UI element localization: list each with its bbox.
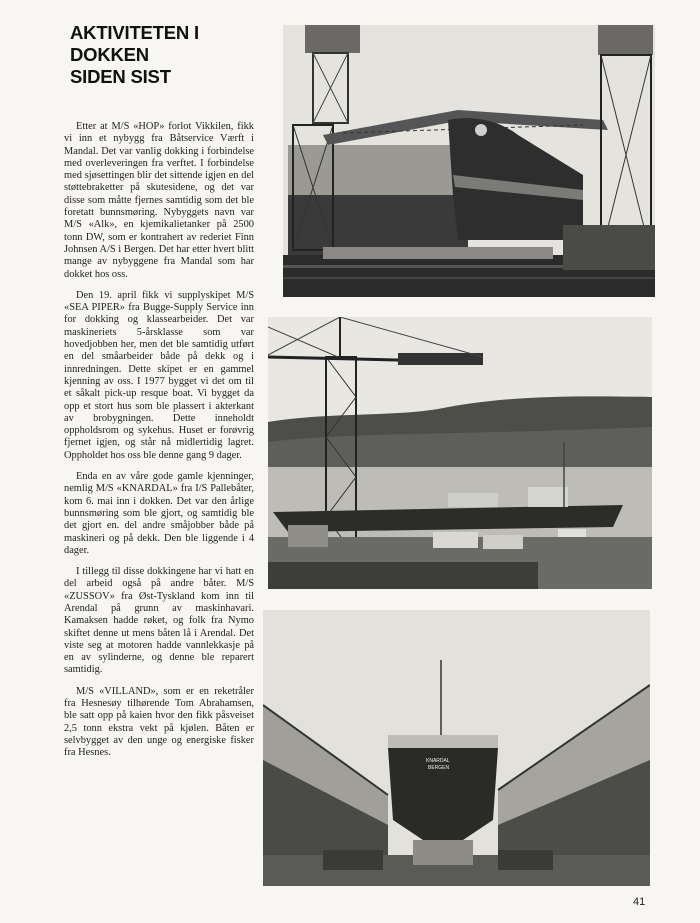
title-line-3: SIDEN SIST	[70, 66, 171, 87]
photo-floating-dock	[283, 25, 655, 297]
hull-port-text: BERGEN	[428, 765, 450, 771]
paragraph-5: M/S «VILLAND», som er en reketråler fra Hesnesøy tilhørende Tom Abrahamsen, ble satt opp på kaien hvor den fikk påsveiset 2,5 tonn ekstra vekt på kjølen. Båten er selvbygget av den unge og energiske fisker fra Hesnes.	[64, 685, 254, 759]
title-line-1: AKTIVITETEN I	[70, 22, 199, 43]
paragraph-1: Etter at M/S «HOP» forlot Vikkilen, fikk vi inn et nybygg fra Båtservice Værft i Mandal. Det var vanlig dokking i forbindelse med overleveringen fra verftet. I forbindelse med sjøsettingen blir det sittende igjen en del støttebraketter på skutesidene, og det var disse som måtte fjernes samtidig som det ble foretatt bunnsmøring. Nybyggets navn var M/S «Alk», en kjemikalietanker på 2500 tonn DW, som er kontrahert av rederiet Finn Johnsen A/S i Bergen. Det har etter hvert blitt mange av nybyggene fra Mandal som har dokket hos oss.	[64, 121, 254, 280]
paragraph-2: Den 19. april fikk vi supplyskipet M/S «SEA PIPER» fra Bugge-Supply Service inn for dokking og klassearbeider. Det var maskineriets 5-årsklasse som var hovedjobben her, men det ble samtidig utført en del småarbeider både på dekk og i innredningen. Dette skipet er en gammel kjenning av oss. I 1977 bygget vi det om til et såkalt pick-up resque boat. Vi bygget da opp et stort hus som ble plassert i akterkant av brobygningen. Dette inneholdt oppholdsrom og sykehus. Huset er forøvrig fjernet igjen, og står nå midlertidig lagret. Oppholdet hos oss ble denne gang 9 dager.	[64, 289, 254, 461]
page-number: 41	[633, 896, 646, 908]
paragraph-3: Enda en av våre gode gamle kjenninger, nemlig M/S «KNARDAL» fra I/S Pallebåter, kom 6. mai inn i dokken. Det var den årlige bunnsmøring som ble gjort, og samtidig ble det gjort en. del andre småjobber både på maskineri og på dekk. Den ble liggende i 4 dager.	[64, 471, 254, 556]
photo-dry-dock	[263, 610, 650, 886]
title-line-2: DOKKEN	[70, 44, 149, 65]
article-body	[64, 121, 254, 769]
article-title	[70, 22, 270, 88]
hull-name-text: KNARDAL	[426, 758, 450, 764]
paragraph-4: I tillegg til disse dokkingene har vi hatt en del arbeid også på andre båter. M/S «ZUSSOV» fra Øst-Tyskland kom inn til Arendal på grunn av maskinhavari. Kamaksen hadde røket, og folk fra Nymo skiftet denne ut mens båten lå i Arendal. Det viste seg at motoren hadde vannlekkasje på en av sylinderne, og denne ble reparert samtidig.	[64, 566, 254, 676]
photo-harbour-crane	[268, 317, 652, 589]
